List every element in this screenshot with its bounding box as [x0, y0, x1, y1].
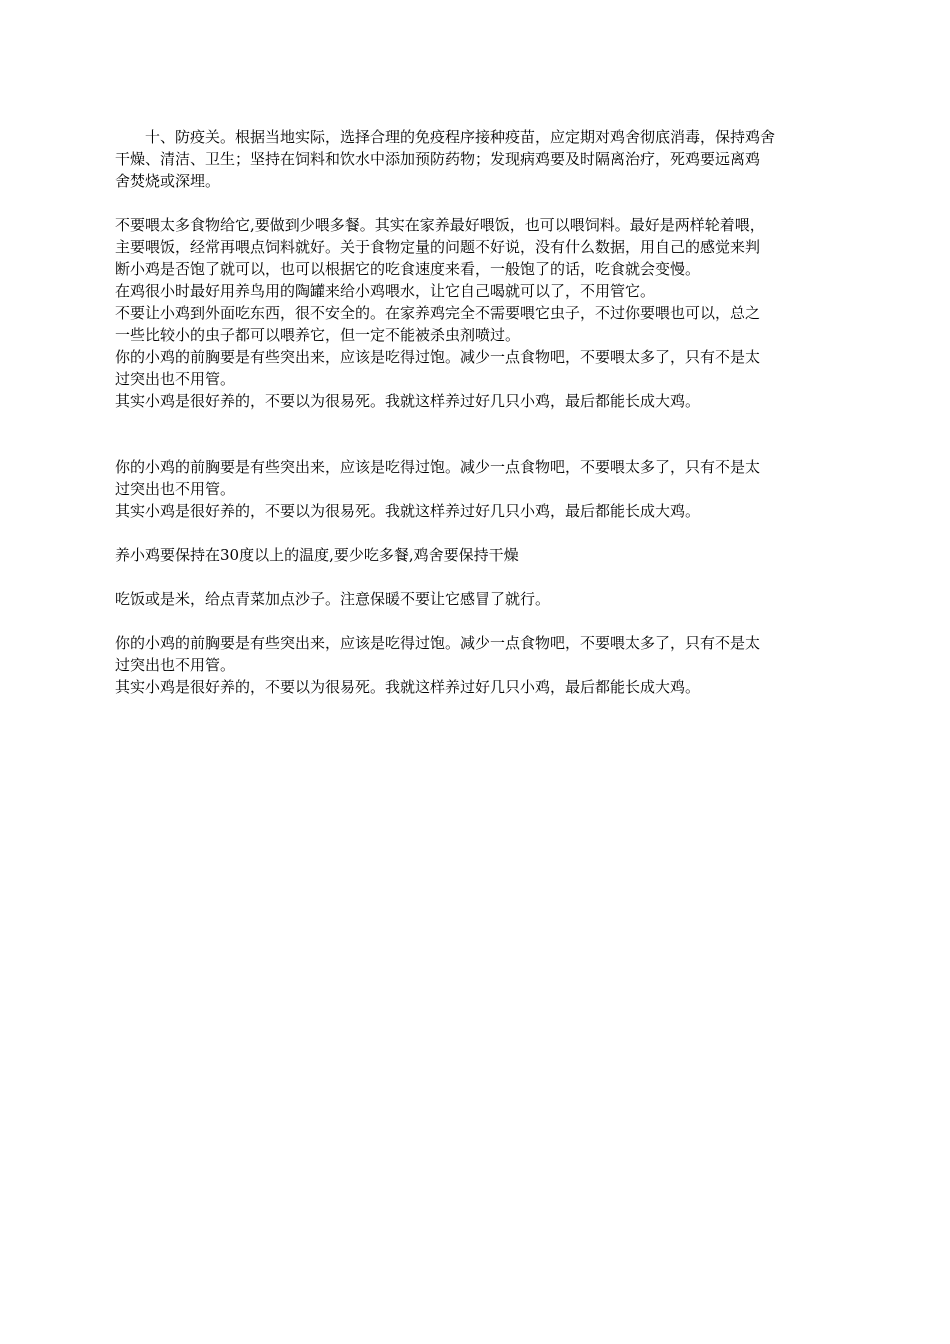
paragraph-chest-advice [115, 456, 850, 522]
text-line: 过突出也不用管。 [115, 480, 236, 498]
text-line: 不要喂太多食物给它,要做到少喂多餐。其实在家养最好喂饭，也可以喂饲料。最好是两样轮着喂， [115, 216, 765, 234]
text-line: 你的小鸡的前胸要是有些突出来，应该是吃得过饱。减少一点食物吧，不要喂太多了，只有不是太 [115, 634, 761, 652]
text-line: 其实小鸡是很好养的，不要以为很易死。我就这样养过好几只小鸡，最后都能长成大鸡。 [115, 502, 701, 520]
text-line: 不要让小鸡到外面吃东西，很不安全的。在家养鸡完全不需要喂它虫子，不过你要喂也可以，总之 [115, 304, 761, 322]
text-line: 你的小鸡的前胸要是有些突出来，应该是吃得过饱。减少一点食物吧，不要喂太多了，只有不是太 [115, 458, 761, 476]
text-line: 其实小鸡是很好养的，不要以为很易死。我就这样养过好几只小鸡，最后都能长成大鸡。 [115, 678, 701, 696]
paragraph-feeding-advice [115, 214, 850, 412]
document-body [115, 126, 850, 698]
paragraph-spacer [115, 412, 850, 456]
paragraph-spacer [115, 566, 850, 588]
paragraph-epidemic-prevention [115, 126, 850, 192]
paragraph-temperature [115, 544, 850, 566]
text-line: 一些比较小的虫子都可以喂养它，但一定不能被杀虫剂喷过。 [115, 326, 521, 344]
paragraph-spacer [115, 192, 850, 214]
text-line: 过突出也不用管。 [115, 370, 236, 388]
paragraph-chest-advice-repeat [115, 632, 850, 698]
paragraph-spacer [115, 522, 850, 544]
text-line: 十、防疫关。根据当地实际，选择合理的免疫程序接种疫苗，应定期对鸡舍彻底消毒，保持鸡舍 [145, 128, 776, 146]
paragraph-spacer [115, 610, 850, 632]
text-line: 断小鸡是否饱了就可以，也可以根据它的吃食速度来看，一般饱了的话，吃食就会变慢。 [115, 260, 701, 278]
paragraph-diet [115, 588, 850, 610]
text-line: 吃饭或是米，给点青菜加点沙子。注意保暖不要让它感冒了就行。 [115, 590, 551, 608]
text-line: 舍焚烧或深埋。 [115, 172, 221, 190]
text-line: 你的小鸡的前胸要是有些突出来，应该是吃得过饱。减少一点食物吧，不要喂太多了，只有不是太 [115, 348, 761, 366]
text-line: 主要喂饭，经常再喂点饲料就好。关于食物定量的问题不好说，没有什么数据，用自己的感觉来判 [115, 238, 761, 256]
text-line: 在鸡很小时最好用养鸟用的陶罐来给小鸡喂水，让它自己喝就可以了，不用管它。 [115, 282, 656, 300]
text-line: 其实小鸡是很好养的，不要以为很易死。我就这样养过好几只小鸡，最后都能长成大鸡。 [115, 392, 701, 410]
text-line: 养小鸡要保持在30度以上的温度,要少吃多餐,鸡舍要保持干燥 [115, 546, 519, 564]
text-line: 干燥、清洁、卫生；坚持在饲料和饮水中添加预防药物；发现病鸡要及时隔离治疗，死鸡要远离鸡 [115, 150, 761, 168]
text-line: 过突出也不用管。 [115, 656, 236, 674]
